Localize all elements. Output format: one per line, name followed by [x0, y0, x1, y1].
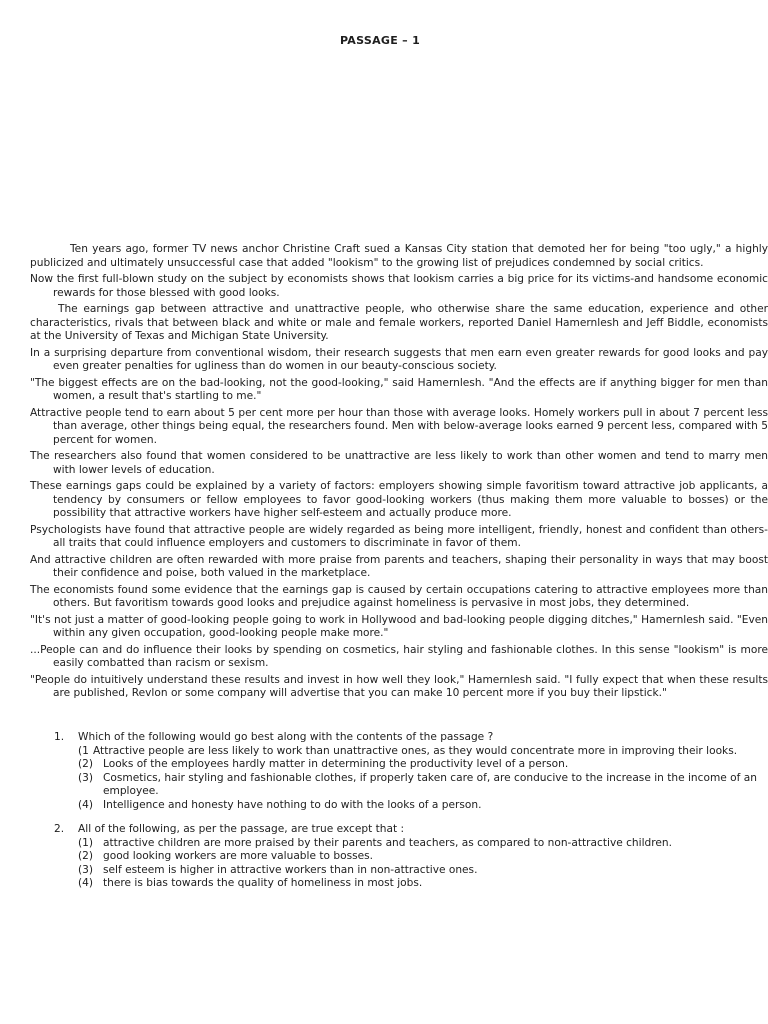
option-number: (3) — [78, 863, 94, 876]
answer-option — [78, 877, 768, 891]
option-number: (1) — [78, 836, 94, 849]
option-text: good looking workers are more valuable to bosses. — [103, 850, 374, 862]
option-text: there is bias towards the quality of homeliness in most jobs. — [103, 877, 423, 889]
option-text: Intelligence and honesty have nothing to do with the looks of a person. — [103, 798, 482, 811]
passage-paragraph: "It's not just a matter of good-looking people going to work in Hollywood and bad-looking people digging ditches," Hamernlesh said. "Even within any given occupation, good-looking people make more." — [30, 613, 768, 639]
option-number: (1 — [78, 744, 89, 757]
option-text: Cosmetics, hair styling and fashionable clothes, if properly taken care of, are conducive to the increase in the income of an employee. — [103, 771, 757, 797]
passage-paragraph: "People do intuitively understand these results and invest in how well they look," Hamernlesh said. "I fully expect that when these results are published, Revlon or some company will advertise that you can make 10 percent more if you buy their lipstick." — [30, 673, 768, 699]
question-list — [30, 731, 768, 902]
question-2 — [30, 823, 768, 891]
question-number: 1. — [54, 731, 65, 743]
passage-paragraph: "The biggest effects are on the bad-looking, not the good-looking," said Hamernlesh. "And the effects are if anything bigger for men than women, a result that's startling to me." — [30, 376, 768, 402]
answer-option — [78, 837, 768, 851]
option-text: attractive children are more praised by their parents and teachers, as compared to non-attractive children. — [103, 836, 672, 849]
answer-option — [78, 772, 768, 799]
question-number: 2. — [54, 823, 65, 835]
answer-option — [78, 864, 768, 878]
passage-paragraph: And attractive children are often rewarded with more praise from parents and teachers, shaping their personality in ways that may boost their confidence and poise, both valued in the marketplace. — [30, 553, 768, 579]
answer-option — [78, 799, 768, 813]
passage-paragraph: Now the first full-blown study on the subject by economists shows that lookism carries a big price for its victims-and handsome economic rewards for those blessed with good looks. — [30, 273, 768, 299]
passage-paragraph: Attractive people tend to earn about 5 per cent more per hour than those with average looks. Homely workers pull in about 7 percent less than average, other things being equal, the researchers found. Men with below-average looks earned 9 percent less, compared with 5 percent for women. — [30, 406, 768, 446]
answer-option — [78, 850, 768, 864]
question-stem: Which of the following would go best along with the contents of the passage ? — [78, 731, 494, 743]
option-number: (2) — [78, 850, 94, 862]
passage-paragraph: The earnings gap between attractive and unattractive people, who otherwise share the same education, experience and other characteristics, rivals that between black and white or male and female workers, reported Daniel Hamernlesh and Jeff Biddle, economists at the University of Texas and Michigan State University. — [30, 303, 768, 342]
passage-paragraph: The researchers also found that women considered to be unattractive are less likely to work than other women and tend to marry men with lower levels of education. — [30, 450, 768, 476]
option-number: (4) — [78, 798, 94, 811]
option-text: Looks of the employees hardly matter in determining the productivity level of a person. — [103, 758, 569, 770]
option-text: Attractive people are less likely to work than unattractive ones, as they would concentrate more in improving their looks. — [93, 744, 738, 757]
page-title: PASSAGE – 1 — [339, 34, 421, 47]
passage-body — [30, 243, 768, 704]
answer-option — [78, 758, 768, 772]
option-number: (4) — [78, 877, 94, 889]
question-stem: All of the following, as per the passage, are true except that : — [78, 823, 405, 835]
passage-paragraph: These earnings gaps could be explained by a variety of factors: employers showing simple favoritism toward attractive job applicants, a tendency by consumers or fellow employees to favor good-looking workers (thus making them more valuable to bosses) or the possibility that attractive workers have higher self-esteem and actually produce more. — [30, 480, 768, 519]
question-1 — [30, 731, 768, 812]
passage-paragraph: The economists found some evidence that the earnings gap is caused by certain occupations catering to attractive employees more than others. But favoritism towards good looks and prejudice against homeliness is pervasive in most jobs, they determined. — [30, 583, 768, 609]
option-text: self esteem is higher in attractive workers than in non-attractive ones. — [103, 863, 478, 876]
passage-paragraph: Psychologists have found that attractive people are widely regarded as being more intelligent, friendly, honest and confident than others-all traits that could influence employers and customers to discriminate in favor of them. — [30, 523, 768, 549]
option-number: (2) — [78, 758, 94, 770]
option-number: (3) — [78, 771, 94, 784]
answer-option — [78, 745, 768, 759]
passage-paragraph: In a surprising departure from conventional wisdom, their research suggests that men earn even greater rewards for good looks and pay even greater penalties for ugliness than do women in our beauty-conscious society. — [30, 346, 768, 372]
passage-paragraph: Ten years ago, former TV news anchor Christine Craft sued a Kansas City station that demoted her for being "too ugly," a highly publicized and ultimately unsuccessful case that added "lookism" to the growing list of prejudices condemned by social critics. — [30, 243, 768, 269]
passage-paragraph: ...People can and do influence their looks by spending on cosmetics, hair styling and fashionable clothes. In this sense "lookism" is more easily combatted than racism or sexism. — [30, 643, 768, 669]
